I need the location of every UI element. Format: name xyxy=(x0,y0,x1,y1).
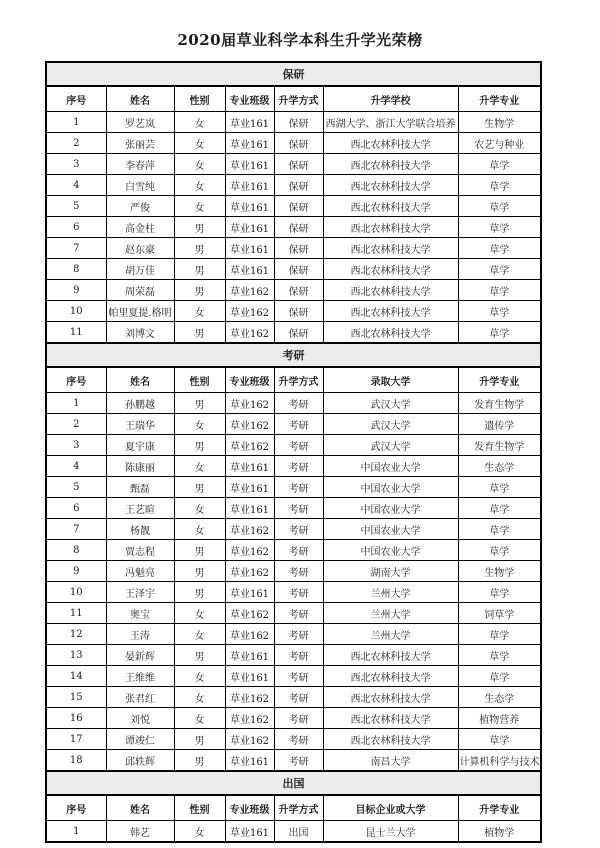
table-cell: 中国农业大学 xyxy=(323,519,458,540)
table-cell: 12 xyxy=(46,624,106,645)
table-cell: 草业161 xyxy=(225,456,274,477)
table-cell: 女 xyxy=(174,624,225,645)
page-title: 2020届草业科学本科生升学光荣榜 xyxy=(177,31,423,49)
table-cell: 考研 xyxy=(274,414,323,435)
table-cell: 草业161 xyxy=(225,259,274,280)
table-cell: 草学 xyxy=(458,582,541,603)
table-cell: 考研 xyxy=(274,582,323,603)
table-cell: 16 xyxy=(46,708,106,729)
table-cell: 保研 xyxy=(274,238,323,259)
table-cell: 草业161 xyxy=(225,750,274,772)
table-cell: 贾志程 xyxy=(106,540,174,561)
table-cell: 草学 xyxy=(458,624,541,645)
table-cell: 发育生物学 xyxy=(458,393,541,414)
table-cell: 考研 xyxy=(274,393,323,414)
table-cell: 草学 xyxy=(458,477,541,498)
table-cell: 女 xyxy=(174,175,225,196)
table-cell: 生物学 xyxy=(458,112,541,133)
table-row xyxy=(46,322,541,344)
table-cell: 草学 xyxy=(458,175,541,196)
table-cell: 中国农业大学 xyxy=(323,456,458,477)
table-cell: 考研 xyxy=(274,477,323,498)
table-cell: 饲草学 xyxy=(458,603,541,624)
table-cell: 刘悦 xyxy=(106,708,174,729)
table-cell: 中国农业大学 xyxy=(323,540,458,561)
table-cell: 考研 xyxy=(274,687,323,708)
table-cell: 昆士兰大学 xyxy=(323,821,458,843)
table-cell: 8 xyxy=(46,259,106,280)
table-cell: 男 xyxy=(174,280,225,301)
table-cell: 女 xyxy=(174,708,225,729)
table-row xyxy=(46,729,541,750)
table-cell: 植物学 xyxy=(458,821,541,843)
table-cell: 草学 xyxy=(458,280,541,301)
table-cell: 保研 xyxy=(274,133,323,154)
table-cell: 女 xyxy=(174,456,225,477)
table-cell: 草业162 xyxy=(225,280,274,301)
section-band-row xyxy=(46,771,541,795)
table-cell: 9 xyxy=(46,280,106,301)
table-cell: 男 xyxy=(174,582,225,603)
table-cell: 女 xyxy=(174,196,225,217)
table-cell: 刘博文 xyxy=(106,322,174,344)
table-cell: 草业161 xyxy=(225,196,274,217)
column-header: 专业班级 xyxy=(225,795,274,821)
table-cell: 草业161 xyxy=(225,582,274,603)
column-header: 序号 xyxy=(46,86,106,112)
table-row xyxy=(46,414,541,435)
table-cell: 考研 xyxy=(274,645,323,666)
table-cell: 女 xyxy=(174,133,225,154)
table-cell: 西北农林科技大学 xyxy=(323,175,458,196)
table-cell: 武汉大学 xyxy=(323,435,458,456)
column-header: 姓名 xyxy=(106,86,174,112)
table-cell: 考研 xyxy=(274,435,323,456)
table-cell: 7 xyxy=(46,519,106,540)
column-header: 性别 xyxy=(174,86,225,112)
table-cell: 晏釿辉 xyxy=(106,645,174,666)
table-row xyxy=(46,280,541,301)
table-cell: 草学 xyxy=(458,196,541,217)
table-cell: 周荣磊 xyxy=(106,280,174,301)
table-row xyxy=(46,435,541,456)
column-header: 升学专业 xyxy=(458,86,541,112)
column-header: 性别 xyxy=(174,795,225,821)
table-row xyxy=(46,393,541,414)
column-header: 升学专业 xyxy=(458,367,541,393)
table-cell: 兰州大学 xyxy=(323,624,458,645)
table-cell: 陈康丽 xyxy=(106,456,174,477)
table-cell: 武汉大学 xyxy=(323,393,458,414)
table-cell: 高金柱 xyxy=(106,217,174,238)
table-cell: 西北农林科技大学 xyxy=(323,729,458,750)
table-cell: 西北农林科技大学 xyxy=(323,196,458,217)
table-cell: 西湖大学、浙江大学联合培养 xyxy=(323,112,458,133)
section-title: 出国 xyxy=(46,771,541,795)
table-cell: 6 xyxy=(46,217,106,238)
honor-roll-table xyxy=(45,61,542,843)
table-row xyxy=(46,561,541,582)
table-cell: 王瑞华 xyxy=(106,414,174,435)
table-cell: 草业162 xyxy=(225,322,274,344)
table-cell: 4 xyxy=(46,175,106,196)
table-row xyxy=(46,624,541,645)
table-cell: 5 xyxy=(46,196,106,217)
table-cell: 李春萍 xyxy=(106,154,174,175)
table-row xyxy=(46,217,541,238)
table-cell: 男 xyxy=(174,217,225,238)
table-cell: 草业161 xyxy=(225,821,274,843)
table-cell: 男 xyxy=(174,750,225,772)
table-cell: 张君红 xyxy=(106,687,174,708)
column-header: 姓名 xyxy=(106,367,174,393)
table-row xyxy=(46,498,541,519)
table-cell: 严俊 xyxy=(106,196,174,217)
table-cell: 草学 xyxy=(458,540,541,561)
table-cell: 女 xyxy=(174,821,225,843)
table-row xyxy=(46,196,541,217)
table-cell: 草业162 xyxy=(225,435,274,456)
table-cell: 女 xyxy=(174,666,225,687)
table-row xyxy=(46,582,541,603)
table-cell: 6 xyxy=(46,498,106,519)
section-band-row xyxy=(46,62,541,86)
table-cell: 男 xyxy=(174,259,225,280)
table-cell: 考研 xyxy=(274,729,323,750)
table-cell: 孙鹏越 xyxy=(106,393,174,414)
table-cell: 保研 xyxy=(274,217,323,238)
table-cell: 考研 xyxy=(274,666,323,687)
table-cell: 王涛 xyxy=(106,624,174,645)
table-cell: 草学 xyxy=(458,645,541,666)
table-cell: 草业162 xyxy=(225,519,274,540)
table-cell: 2 xyxy=(46,414,106,435)
table-cell: 10 xyxy=(46,301,106,322)
section-title: 考研 xyxy=(46,343,541,367)
table-cell: 考研 xyxy=(274,561,323,582)
table-row xyxy=(46,645,541,666)
table-body xyxy=(46,62,541,842)
table-cell: 草业161 xyxy=(225,645,274,666)
table-row xyxy=(46,750,541,772)
table-cell: 8 xyxy=(46,540,106,561)
table-cell: 男 xyxy=(174,238,225,259)
column-header: 专业班级 xyxy=(225,86,274,112)
table-cell: 西北农林科技大学 xyxy=(323,322,458,344)
table-cell: 男 xyxy=(174,477,225,498)
column-header: 专业班级 xyxy=(225,367,274,393)
table-cell: 兰州大学 xyxy=(323,603,458,624)
table-cell: 草学 xyxy=(458,217,541,238)
table-cell: 奥宝 xyxy=(106,603,174,624)
table-cell: 张丽芸 xyxy=(106,133,174,154)
table-cell: 草业161 xyxy=(225,217,274,238)
table-cell: 草业161 xyxy=(225,498,274,519)
table-cell: 女 xyxy=(174,301,225,322)
column-header: 升学学校 xyxy=(323,86,458,112)
table-cell: 西北农林科技大学 xyxy=(323,133,458,154)
table-cell: 男 xyxy=(174,393,225,414)
table-cell: 女 xyxy=(174,687,225,708)
table-cell: 1 xyxy=(46,112,106,133)
table-cell: 草业162 xyxy=(225,561,274,582)
table-row xyxy=(46,666,541,687)
table-cell: 韩艺 xyxy=(106,821,174,843)
table-cell: 草学 xyxy=(458,666,541,687)
table-cell: 草学 xyxy=(458,259,541,280)
table-cell: 保研 xyxy=(274,280,323,301)
table-cell: 草学 xyxy=(458,498,541,519)
table-cell: 西北农林科技大学 xyxy=(323,708,458,729)
table-cell: 杨靓 xyxy=(106,519,174,540)
column-header-row xyxy=(46,795,541,821)
column-header: 录取大学 xyxy=(323,367,458,393)
table-cell: 男 xyxy=(174,645,225,666)
table-cell: 西北农林科技大学 xyxy=(323,154,458,175)
table-cell: 考研 xyxy=(274,624,323,645)
table-row xyxy=(46,687,541,708)
table-cell: 草业162 xyxy=(225,540,274,561)
table-cell: 保研 xyxy=(274,259,323,280)
table-cell: 草业161 xyxy=(225,133,274,154)
table-cell: 草业161 xyxy=(225,238,274,259)
table-cell: 胡万佳 xyxy=(106,259,174,280)
table-cell: 草学 xyxy=(458,301,541,322)
table-cell: 罗艺岚 xyxy=(106,112,174,133)
table-row xyxy=(46,259,541,280)
table-cell: 草业162 xyxy=(225,603,274,624)
table-cell: 南昌大学 xyxy=(323,750,458,772)
table-cell: 草业162 xyxy=(225,687,274,708)
table-row xyxy=(46,238,541,259)
table-cell: 女 xyxy=(174,498,225,519)
table-cell: 男 xyxy=(174,561,225,582)
table-cell: 草学 xyxy=(458,238,541,259)
column-header: 升学专业 xyxy=(458,795,541,821)
column-header: 升学方式 xyxy=(274,86,323,112)
column-header: 姓名 xyxy=(106,795,174,821)
table-row xyxy=(46,821,541,843)
table-cell: 武汉大学 xyxy=(323,414,458,435)
column-header: 升学方式 xyxy=(274,367,323,393)
table-row xyxy=(46,154,541,175)
table-cell: 男 xyxy=(174,435,225,456)
table-cell: 赵东豪 xyxy=(106,238,174,259)
table-cell: 西北农林科技大学 xyxy=(323,645,458,666)
table-cell: 草业162 xyxy=(225,301,274,322)
table-cell: 草业162 xyxy=(225,393,274,414)
table-cell: 西北农林科技大学 xyxy=(323,280,458,301)
table-cell: 3 xyxy=(46,154,106,175)
column-header: 序号 xyxy=(46,367,106,393)
table-cell: 考研 xyxy=(274,519,323,540)
table-cell: 冯魁亮 xyxy=(106,561,174,582)
table-cell: 13 xyxy=(46,645,106,666)
table-cell: 11 xyxy=(46,603,106,624)
table-cell: 遗传学 xyxy=(458,414,541,435)
table-cell: 草业161 xyxy=(225,477,274,498)
table-cell: 草业161 xyxy=(225,112,274,133)
table-row xyxy=(46,519,541,540)
table-cell: 西北农林科技大学 xyxy=(323,238,458,259)
table-cell: 西北农林科技大学 xyxy=(323,259,458,280)
table-cell: 10 xyxy=(46,582,106,603)
table-cell: 考研 xyxy=(274,603,323,624)
table-cell: 中国农业大学 xyxy=(323,477,458,498)
table-row xyxy=(46,540,541,561)
table-cell: 草业162 xyxy=(225,729,274,750)
table-cell: 夏宇康 xyxy=(106,435,174,456)
table-cell: 保研 xyxy=(274,322,323,344)
section-band-row xyxy=(46,343,541,367)
table-cell: 王维维 xyxy=(106,666,174,687)
table-cell: 保研 xyxy=(274,175,323,196)
table-row xyxy=(46,133,541,154)
table-cell: 谭竣仁 xyxy=(106,729,174,750)
table-cell: 生物学 xyxy=(458,561,541,582)
table-row xyxy=(46,456,541,477)
table-cell: 邱轶辉 xyxy=(106,750,174,772)
table-cell: 1 xyxy=(46,821,106,843)
table-cell: 考研 xyxy=(274,540,323,561)
table-cell: 兰州大学 xyxy=(323,582,458,603)
table-cell: 白雪纯 xyxy=(106,175,174,196)
table-cell: 男 xyxy=(174,322,225,344)
table-cell: 保研 xyxy=(274,154,323,175)
column-header: 升学方式 xyxy=(274,795,323,821)
table-row xyxy=(46,301,541,322)
table-cell: 17 xyxy=(46,729,106,750)
table-cell: 考研 xyxy=(274,456,323,477)
table-cell: 草学 xyxy=(458,519,541,540)
table-row xyxy=(46,175,541,196)
table-cell: 男 xyxy=(174,729,225,750)
column-header: 序号 xyxy=(46,795,106,821)
table-cell: 湖南大学 xyxy=(323,561,458,582)
table-row xyxy=(46,708,541,729)
table-cell: 草业162 xyxy=(225,624,274,645)
table-cell: 9 xyxy=(46,561,106,582)
table-cell: 15 xyxy=(46,687,106,708)
table-cell: 草业162 xyxy=(225,414,274,435)
table-cell: 西北农林科技大学 xyxy=(323,301,458,322)
column-header: 性别 xyxy=(174,367,225,393)
table-cell: 女 xyxy=(174,519,225,540)
table-cell: 生态学 xyxy=(458,456,541,477)
table-cell: 草学 xyxy=(458,322,541,344)
table-cell: 生态学 xyxy=(458,687,541,708)
table-cell: 考研 xyxy=(274,750,323,772)
table-cell: 草业161 xyxy=(225,175,274,196)
table-cell: 保研 xyxy=(274,301,323,322)
table-cell: 草业162 xyxy=(225,708,274,729)
table-cell: 西北农林科技大学 xyxy=(323,217,458,238)
table-cell: 7 xyxy=(46,238,106,259)
table-cell: 中国农业大学 xyxy=(323,498,458,519)
table-cell: 草学 xyxy=(458,729,541,750)
table-cell: 计算机科学与技术 xyxy=(458,750,541,772)
table-cell: 2 xyxy=(46,133,106,154)
table-row xyxy=(46,112,541,133)
column-header-row xyxy=(46,367,541,393)
table-cell: 农艺与种业 xyxy=(458,133,541,154)
table-cell: 1 xyxy=(46,393,106,414)
table-cell: 18 xyxy=(46,750,106,772)
column-header-row xyxy=(46,86,541,112)
table-cell: 王泽宇 xyxy=(106,582,174,603)
table-cell: 考研 xyxy=(274,498,323,519)
table-cell: 草业161 xyxy=(225,154,274,175)
table-cell: 发育生物学 xyxy=(458,435,541,456)
table-cell: 男 xyxy=(174,540,225,561)
section-title: 保研 xyxy=(46,62,541,86)
table-cell: 西北农林科技大学 xyxy=(323,666,458,687)
table-row xyxy=(46,603,541,624)
table-cell: 西北农林科技大学 xyxy=(323,687,458,708)
table-cell: 草学 xyxy=(458,154,541,175)
table-row xyxy=(46,477,541,498)
table-cell: 11 xyxy=(46,322,106,344)
table-cell: 3 xyxy=(46,435,106,456)
table-cell: 女 xyxy=(174,603,225,624)
table-cell: 保研 xyxy=(274,196,323,217)
table-cell: 女 xyxy=(174,112,225,133)
table-cell: 出国 xyxy=(274,821,323,843)
table-cell: 女 xyxy=(174,154,225,175)
table-cell: 4 xyxy=(46,456,106,477)
table-cell: 帕里夏提.格明 xyxy=(106,301,174,322)
table-cell: 保研 xyxy=(274,112,323,133)
table-cell: 考研 xyxy=(274,708,323,729)
table-cell: 甄磊 xyxy=(106,477,174,498)
table-cell: 植物营养 xyxy=(458,708,541,729)
table-cell: 草业161 xyxy=(225,666,274,687)
table-cell: 女 xyxy=(174,414,225,435)
table-cell: 14 xyxy=(46,666,106,687)
column-header: 目标企业或大学 xyxy=(323,795,458,821)
table-cell: 5 xyxy=(46,477,106,498)
table-cell: 王艺暄 xyxy=(106,498,174,519)
